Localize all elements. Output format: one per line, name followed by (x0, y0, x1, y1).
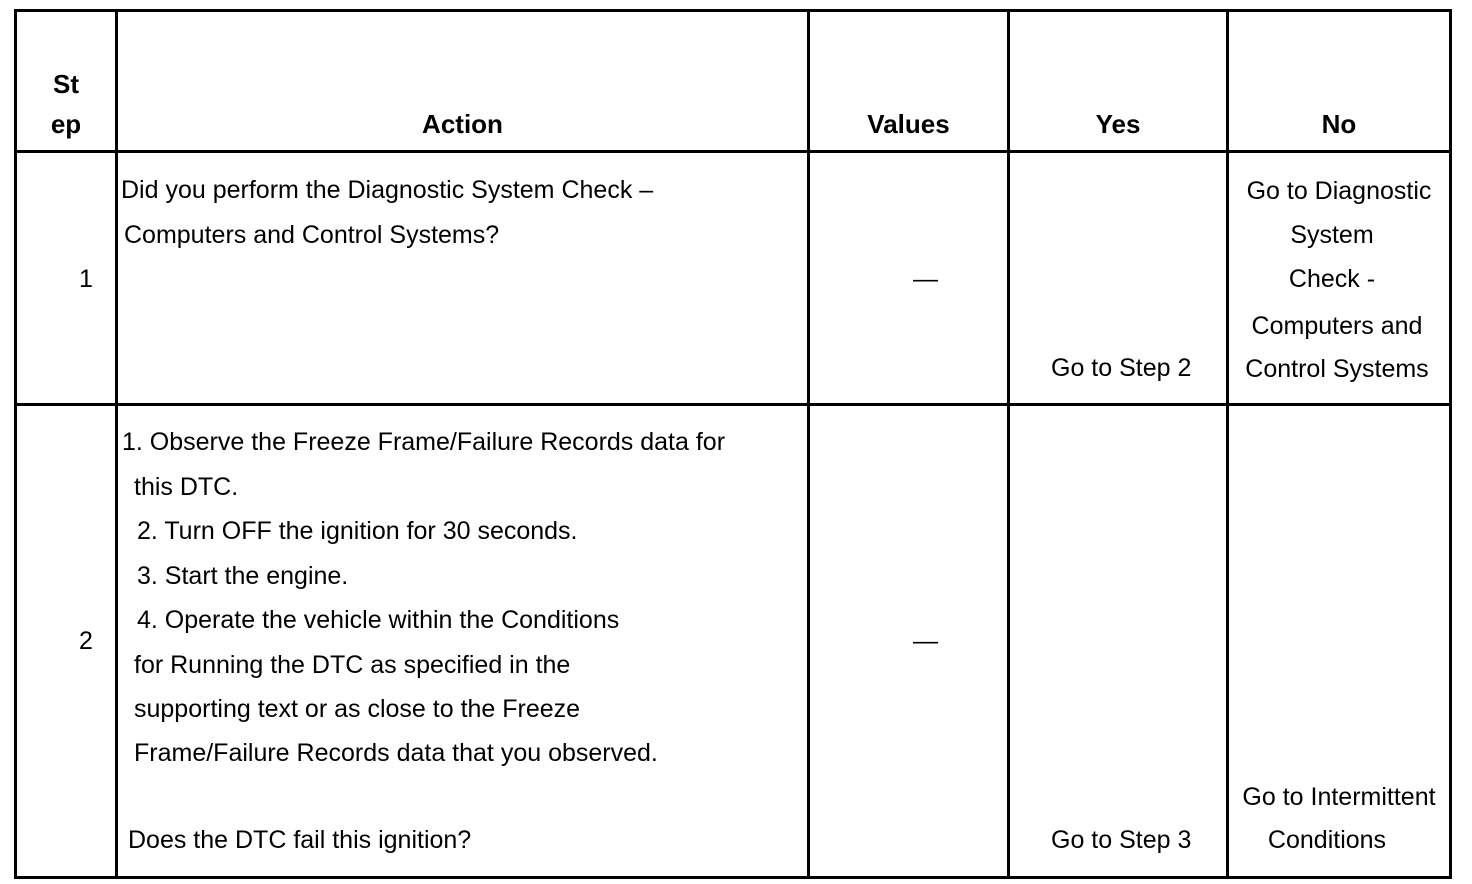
no-cell-line: Check - (1288, 265, 1376, 293)
action-line: 2. Turn OFF the ignition for 30 seconds. (137, 517, 578, 545)
step-number: 1 (79, 265, 93, 293)
column-divider-yes (1226, 9, 1229, 879)
table-border-right (1449, 9, 1452, 879)
values-cell: — (913, 265, 938, 293)
action-line: supporting text or as close to the Freeze (134, 695, 581, 723)
header-step-line1: St (53, 69, 79, 99)
header-action: Action (422, 109, 503, 139)
header-row-divider (14, 150, 1452, 153)
table-border-top (14, 9, 1452, 12)
action-line: 1. Observe the Freeze Frame/Failure Records data for (122, 428, 726, 456)
table-border-bottom (14, 876, 1452, 879)
column-divider-action (807, 9, 810, 879)
action-line: Frame/Failure Records data that you observed. (134, 739, 658, 767)
header-values: Values (867, 109, 950, 139)
action-line: Did you perform the Diagnostic System Check – (121, 176, 654, 204)
no-cell-line: Conditions (1267, 826, 1387, 854)
no-cell-line: System (1290, 221, 1374, 249)
values-cell: — (913, 627, 938, 655)
header-step-line2: ep (50, 109, 82, 139)
step-number: 2 (79, 627, 93, 655)
row-divider (14, 403, 1452, 406)
action-line: for Running the DTC as specified in the (134, 651, 571, 679)
table-border-left (14, 9, 17, 879)
yes-cell: Go to Step 3 (1051, 826, 1192, 854)
action-line: 4. Operate the vehicle within the Conditions (137, 606, 620, 634)
action-line: Computers and Control Systems? (124, 221, 500, 249)
action-question: Does the DTC fail this ignition? (128, 826, 472, 854)
column-divider-values (1007, 9, 1010, 879)
yes-cell: Go to Step 2 (1051, 354, 1192, 382)
no-cell-line: Control Systems (1245, 355, 1429, 383)
action-line: this DTC. (134, 473, 239, 501)
no-cell-line: Computers and (1251, 312, 1423, 340)
action-line: 3. Start the engine. (137, 562, 349, 590)
header-no: No (1321, 109, 1357, 139)
header-yes: Yes (1095, 109, 1141, 139)
column-divider-step (115, 9, 118, 879)
no-cell-line: Go to Diagnostic (1246, 177, 1432, 205)
no-cell-line: Go to Intermittent (1242, 783, 1436, 811)
